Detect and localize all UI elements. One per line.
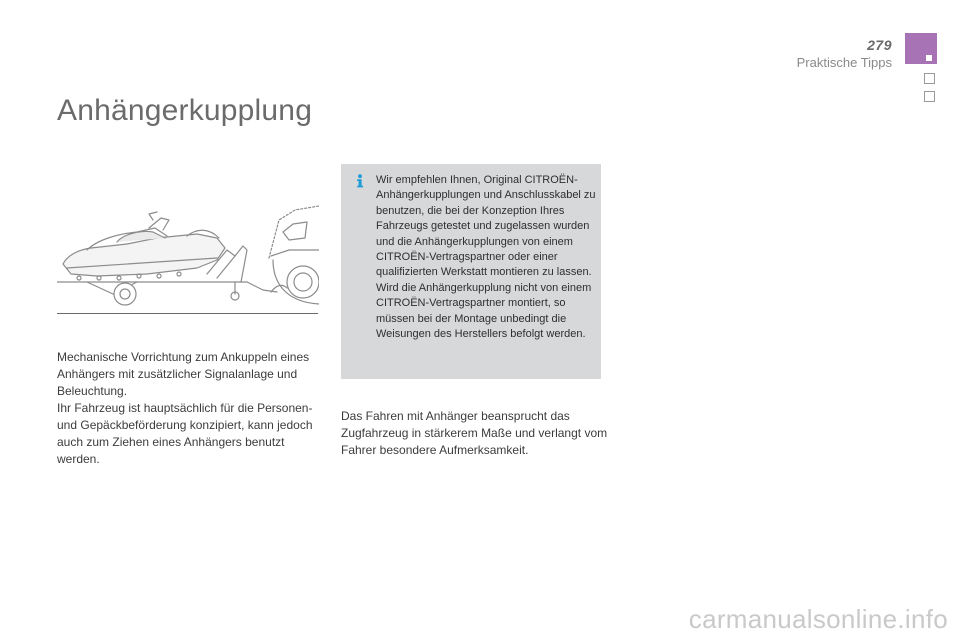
info-paragraph: Wird die Anhängerkupplung nicht von einem CITROËN-Vertragspartner montiert, so müssen bei der Montage unbedingt die Weisungen des Herstellers befolgt werden. — [376, 281, 592, 341]
warning-text — [341, 408, 611, 459]
page-number: 279 — [867, 37, 892, 53]
section-label: Praktische Tipps — [796, 55, 892, 70]
description-text — [57, 349, 327, 468]
trailer-illustration — [57, 198, 319, 316]
info-icon — [353, 174, 367, 188]
tab-marker — [926, 55, 932, 61]
warning-paragraph: Das Fahren mit Anhänger beansprucht das Zugfahrzeug in stärkerem Maße und verlangt vom Fahrer besondere Aufmerksamkeit. — [341, 409, 608, 457]
illustration-divider — [57, 313, 318, 314]
info-box — [341, 164, 601, 379]
page-title: Anhängerkupplung — [57, 94, 313, 127]
watermark: carmanualsonline.info — [688, 604, 948, 634]
info-paragraph: Wir empfehlen Ihnen, Original CITROËN-Anhängerkupplungen und Anschlusskabel zu benutzen, die bei der Konzeption Ihres Fahrzeugs getestet und zugelassen wurden und die Anhängerkupplungen von einem CITROËN-Vertragspartner oder einer qualifizierten Werkstatt montieren zu lassen. — [376, 174, 596, 279]
chapter-tab-box[interactable] — [924, 73, 935, 84]
chapter-tab-box[interactable] — [924, 91, 935, 102]
description-paragraph: Ihr Fahrzeug ist hauptsächlich für die Personen- und Gepäckbeförderung konzipiert, kann jedoch auch zum Ziehen eines Anhängers benutzt werden. — [57, 401, 313, 466]
info-text — [376, 173, 598, 342]
chapter-tab-active[interactable] — [905, 33, 937, 64]
description-paragraph: Mechanische Vorrichtung zum Ankuppeln eines Anhängers mit zusätzlicher Signalanlage und Beleuchtung. — [57, 350, 310, 398]
